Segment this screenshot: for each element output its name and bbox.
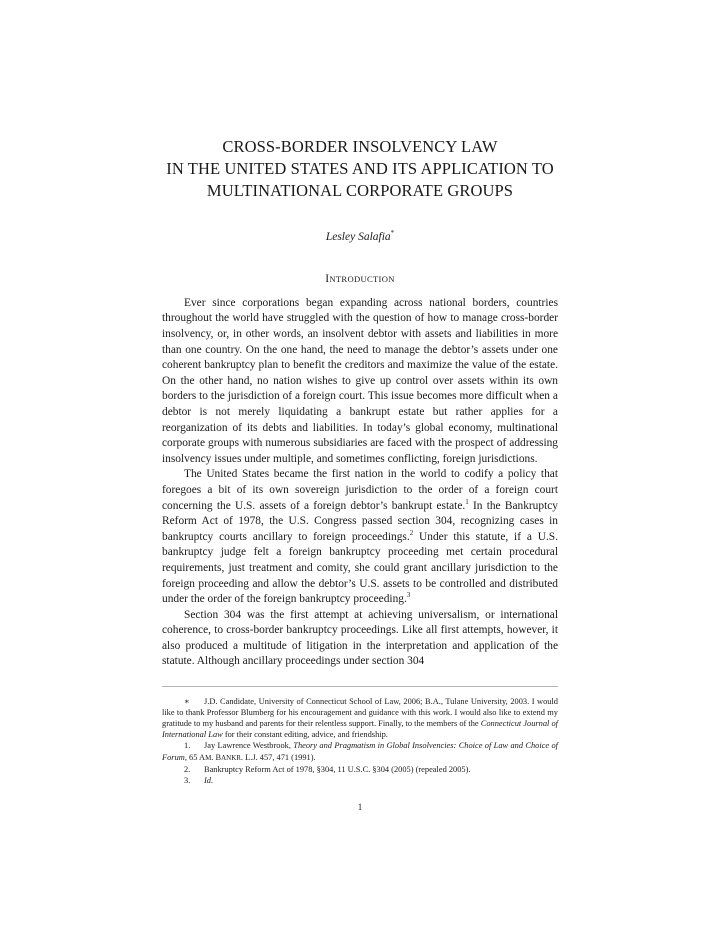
title-line-3: MULTINATIONAL CORPORATE GROUPS <box>206 181 514 200</box>
footnote-divider <box>162 686 558 687</box>
footnote-2 <box>162 764 558 775</box>
footnote-1-cite-sc2: ANKR <box>221 753 241 762</box>
footnote-1-cite-sc1: M <box>205 753 212 762</box>
paragraph-3: Section 304 was the first attempt at achieving universalism, or international coherence, to cross-border bankruptcy proceedings. Like all first attempts, however, it also produced a multitude of litigation in the interpretation and application of the statute. Although ancillary proceedings under section 304 <box>162 608 558 668</box>
footnote-1-number: 1. <box>184 741 191 751</box>
footnote-1-author: Jay Lawrence Westbrook, <box>204 741 294 751</box>
author-byline <box>162 229 558 243</box>
paragraph-2-part-c: Under this statute, if a U.S. bankruptcy judge felt a foreign bankruptcy proceeding met certain procedural requirements, just treatment and comity, she could grant ancillary jurisdiction to the foreign proceeding and allow the debtor’s U.S. assets to be controlled and distributed under the order of the foreign bankruptcy proceeding. <box>162 530 558 606</box>
footnote-star-journal: Connecticut Journal of International Law <box>162 719 558 740</box>
footnotes <box>162 696 558 786</box>
title-line-2: IN THE UNITED STATES AND ITS APPLICATION TO <box>166 159 554 178</box>
footnote-1 <box>162 740 558 763</box>
page-content <box>162 0 558 786</box>
footnote-1-cite-c: . L.J. 457, 471 (1991). <box>240 752 316 762</box>
footnote-ref-3: 3 <box>406 591 411 600</box>
footnote-3 <box>162 775 558 786</box>
footnote-2-text: Bankruptcy Reform Act of 1978, §304, 11 U.S.C. §304 (2005) (repealed 2005). <box>204 764 471 774</box>
paragraph-2-part-a: The United States became the first nation in the world to codify a policy that foregoes a bit of its own sovereign jurisdiction to the order of a foreign court concerning the U.S. assets of a foreign debtor’s bankrupt estate. <box>162 468 558 512</box>
section-heading-rest: NTRODUCTION <box>329 273 395 284</box>
footnote-star-text-end: for their constant editing, advice, and friendship. <box>222 730 388 740</box>
footnote-star-text: J.D. Candidate, University of Connecticut School of Law, 2006; B.A., Tulane University, 2003. I would like to thank Professor Blumberg for his encouragement and guidance with this work. I would also like to extend my gratitude to my husband and parents for their relentless support. Finally, to the members of the <box>162 697 558 729</box>
article-title <box>150 136 570 202</box>
body-text <box>162 296 558 670</box>
footnote-1-cite-a: , 65 A <box>184 752 206 762</box>
author-name: Lesley Salafia <box>325 230 391 243</box>
title-line-1: CROSS-BORDER INSOLVENCY LAW <box>222 137 498 156</box>
footnote-3-text: Id. <box>204 775 214 785</box>
page-number: 1 <box>357 802 363 812</box>
footnote-star-marker: ∗ <box>184 697 190 707</box>
footnote-1-title: Theory and Pragmatism in Global Insolvencies: Choice of Law and Choice of Forum <box>162 741 558 762</box>
paragraph-1: Ever since corporations began expanding across national borders, countries throughout the world have struggled with the question of how to manage cross-border insolvency, or, in other words, an insolvent debtor with assets and liabilities in more than one country. On the one hand, the need to manage the debtor’s assets under one coherent bankruptcy plan to benefit the creditors and maximize the value of the estate. On the other hand, no nation wishes to give up control over assets within its own borders to the jurisdiction of a foreign court. This issue becomes more difficult when a debtor is not merely liquidating a bankrupt estate but rather applies for a reorganization of its debts and liabilities. In today’s global economy, multinational corporate groups with numerous subsidiaries are faced with the prospect of addressing insolvency issues under multiple, and sometimes conflicting, foreign jurisdictions. <box>162 296 558 465</box>
footnote-ref-1: 1 <box>465 497 469 506</box>
footnote-star <box>162 696 558 740</box>
footnote-3-number: 3. <box>184 775 191 785</box>
author-footnote-mark: * <box>390 229 395 237</box>
paragraph-2 <box>162 467 558 607</box>
footnote-ref-2: 2 <box>409 528 414 537</box>
section-heading <box>162 273 558 285</box>
section-heading-initial: I <box>325 272 330 285</box>
footnote-1-cite-b: . B <box>211 752 222 762</box>
paragraph-2-part-b: In the Bankruptcy Reform Act of 1978, the U.S. Congress passed section 304, recognizing cases in bankruptcy courts ancillary to foreign proceedings. <box>162 499 558 543</box>
footnote-2-number: 2. <box>184 764 191 774</box>
